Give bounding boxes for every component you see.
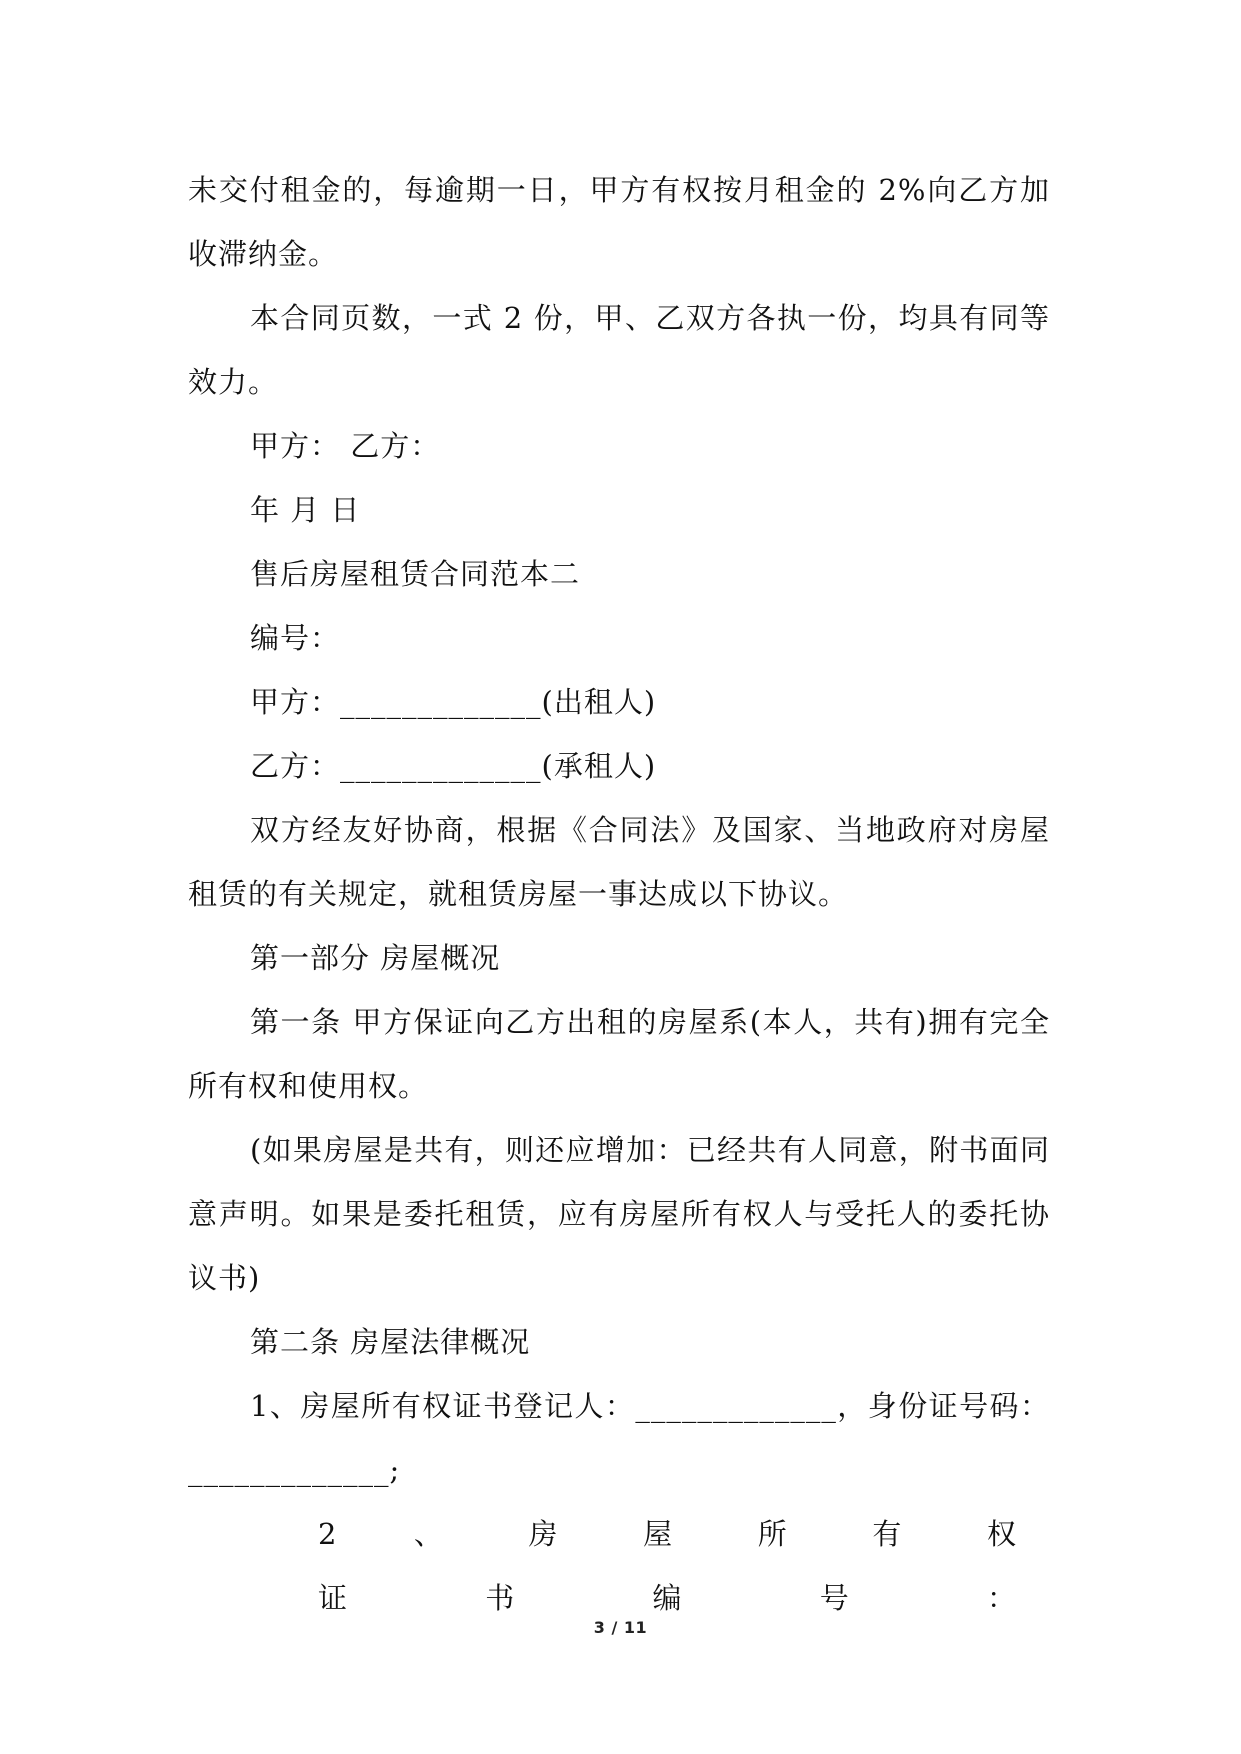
contract-number-line: 编号： [250,621,341,655]
paragraph-co-ownership-note: (如果房屋是共有，则还应增加：已经共有人同意，附书面同意声明。如果是委托租赁，应有房屋所有权人与受托人的委托协议书) [188,1133,1050,1295]
party-b-line: 乙方：_____________(承租人) [250,749,657,783]
party-a-line: 甲方：_____________(出租人) [250,685,657,719]
signature-date-line: 年 月 日 [250,493,361,527]
page-number: 3 / 11 [593,1618,648,1637]
section-heading-part-one: 第一部分 房屋概况 [250,941,501,975]
clause-certificate-number: 2 、 房 屋 所 有 权 证 书 编 号 ： [318,1517,1046,1615]
paragraph-late-fee: 未交付租金的，每逾期一日，甲方有权按月租金的 2%向乙方加收滞纳金。 [188,173,1050,271]
contract-title: 售后房屋租赁合同范本二 [250,557,581,591]
clause-owner-registration: 1、房屋所有权证书登记人：_____________，身份证号码：_____________; [188,1389,1050,1487]
paragraph-copies: 本合同页数，一式 2 份，甲、乙双方各执一份，均具有同等效力。 [188,301,1050,399]
article-two-heading: 第二条 房屋法律概况 [250,1325,531,1359]
document-body [188,158,1050,1630]
paragraph-preamble: 双方经友好协商，根据《合同法》及国家、当地政府对房屋租赁的有关规定，就租赁房屋一事达成以下协议。 [188,813,1050,911]
article-one: 第一条 甲方保证向乙方出租的房屋系(本人，共有)拥有完全所有权和使用权。 [188,1005,1050,1103]
signature-parties-line: 甲方： 乙方： [250,429,441,463]
